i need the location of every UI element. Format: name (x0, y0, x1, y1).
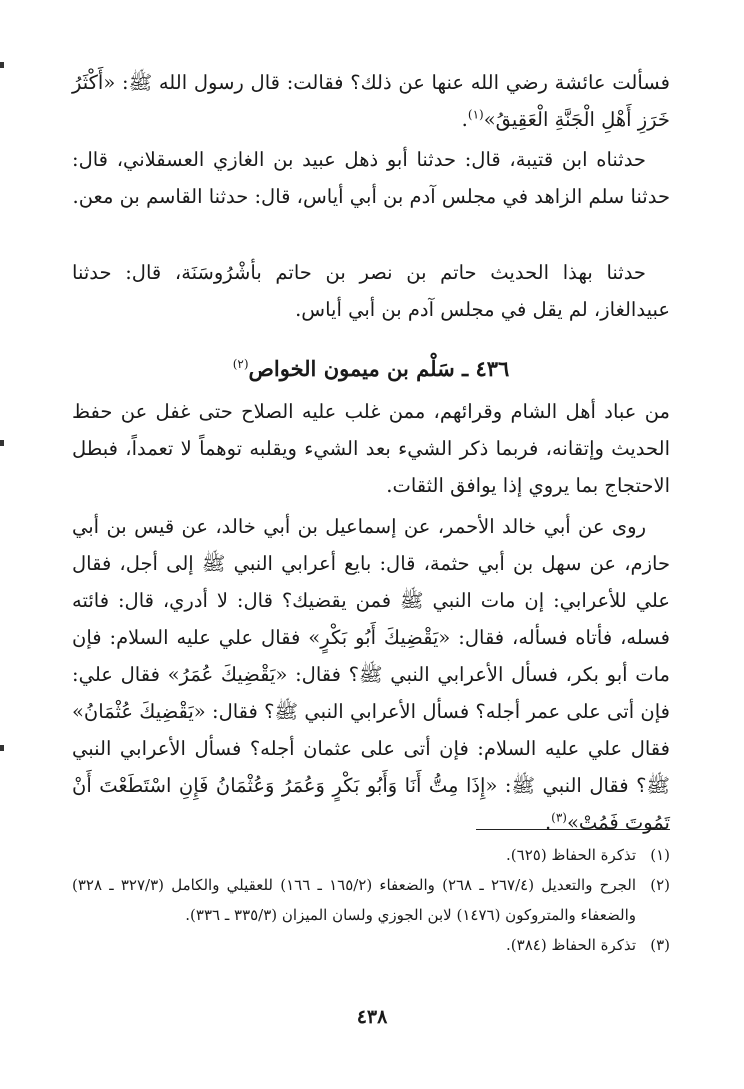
footnote-ref-3: (٣) (551, 810, 567, 825)
paragraph-5-text: روى عن أبي خالد الأحمر، عن إسماعيل بن أبي خالد، عن قيس بن أبي حازم، عن سهل بن أبي حثمة، قال: بايع أعرابي النبي ﷺ إلى أجل، فقال علي للأعرابي: إن مات النبي ﷺ فمن يقضيك؟ قال: لا أدري، قال: فائته فسله، فأتاه فسأله، فقال: «يَقْضِيكَ أَبُو بَكْرٍ» فقال علي عليه السلام: فإن مات أبو بكر، فسأل الأعرابي النبي ﷺ؟ فقال: «يَقْضِيكَ عُمَرُ» فقال علي: فإن أتى على عمر أجله؟ فسأل الأعرابي النبي ﷺ؟ فقال: «يَقْضِيكَ عُثْمَانُ» فقال علي عليه السلام: فإن أتى على عثمان أجله؟ فسأل الأعرابي النبي ﷺ؟ فقال النبي ﷺ: «إِذَا مِتُّ أَنَا وَأَبُو بَكْرٍ وَعُمَرُ وَعُثْمَانُ فَإِنِ اسْتَطَعْتَ أَنْ تَمُوتَ فَمُتْ» (72, 515, 670, 834)
paragraph-5 (72, 508, 670, 841)
scan-edge-mark (0, 745, 4, 751)
footnote-item (72, 930, 670, 960)
footnote-text: تذكرة الحفاظ (٣٨٤). (506, 936, 636, 954)
paragraph-4: من عباد أهل الشام وقرائهم، ممن غلب عليه الصلاح حتى غفل عن حفظ الحديث وإتقانه، فربما ذكر الشيء بعد الشيء ويقلبه توهماً لا تعمداً، فبطل الاحتجاج بما يروي إذا يوافق الثقات. (72, 400, 670, 497)
scan-edge-mark (0, 62, 4, 68)
paragraph-3: حدثنا بهذا الحديث حاتم بن نصر بن حاتم بأشْرُوسَنَة، قال: حدثنا عبيدالغاز، لم يقل في مجلس آدم بن أبي أياس. (72, 261, 670, 321)
paragraph-1-end: . (461, 108, 468, 131)
footnote-ref-2: (٢) (232, 357, 249, 371)
paragraph-5-end: . (544, 811, 552, 834)
footnote-ref-1: (١) (467, 107, 484, 122)
footnote-divider (476, 829, 670, 830)
section-heading (72, 353, 670, 385)
footnote-number: (٢) (650, 876, 670, 894)
paragraph-2: حدثناه ابن قتيبة، قال: حدثنا أبو ذهل عبيد بن الغازي العسقلاني، قال: حدثنا سلم الزاهد في مجلس آدم بن أبي أياس، قال: حدثنا القاسم بن معن. (72, 148, 670, 208)
page-number: ٤٣٨ (356, 1006, 388, 1028)
footnote-number: (٣) (650, 936, 670, 954)
footnote-text: الجرح والتعديل (٢٦٧/٤ ـ ٢٦٨) والضعفاء (١٦٥/٢ ـ ١٦٦) للعقيلي والكامل (٣٢٧/٣ ـ ٣٢٨) والضعفاء والمتروكون (١٤٧٦) لابن الجوزي ولسان الميزان (٣٣٥/٣ ـ ٣٣٦). (72, 876, 637, 924)
footnote-number: (١) (650, 846, 670, 864)
paragraph-1-text: فسألت عائشة رضي الله عنها عن ذلك؟ فقالت: قال رسول الله ﷺ: «أَكْثَرُ خَرَزِ أَهْلِ الْجَنَّةِ الْعَقِيقُ» (72, 71, 670, 131)
footnote-item (72, 870, 670, 930)
footnote-item (72, 840, 670, 870)
section-heading-text: ٤٣٦ ـ سَلْم بن ميمون الخواص (248, 356, 510, 381)
footnote-text: تذكرة الحفاظ (٦٢٥). (506, 846, 636, 864)
footnotes-list (72, 840, 670, 960)
paragraph-1 (72, 64, 670, 138)
scan-edge-mark (0, 440, 4, 446)
